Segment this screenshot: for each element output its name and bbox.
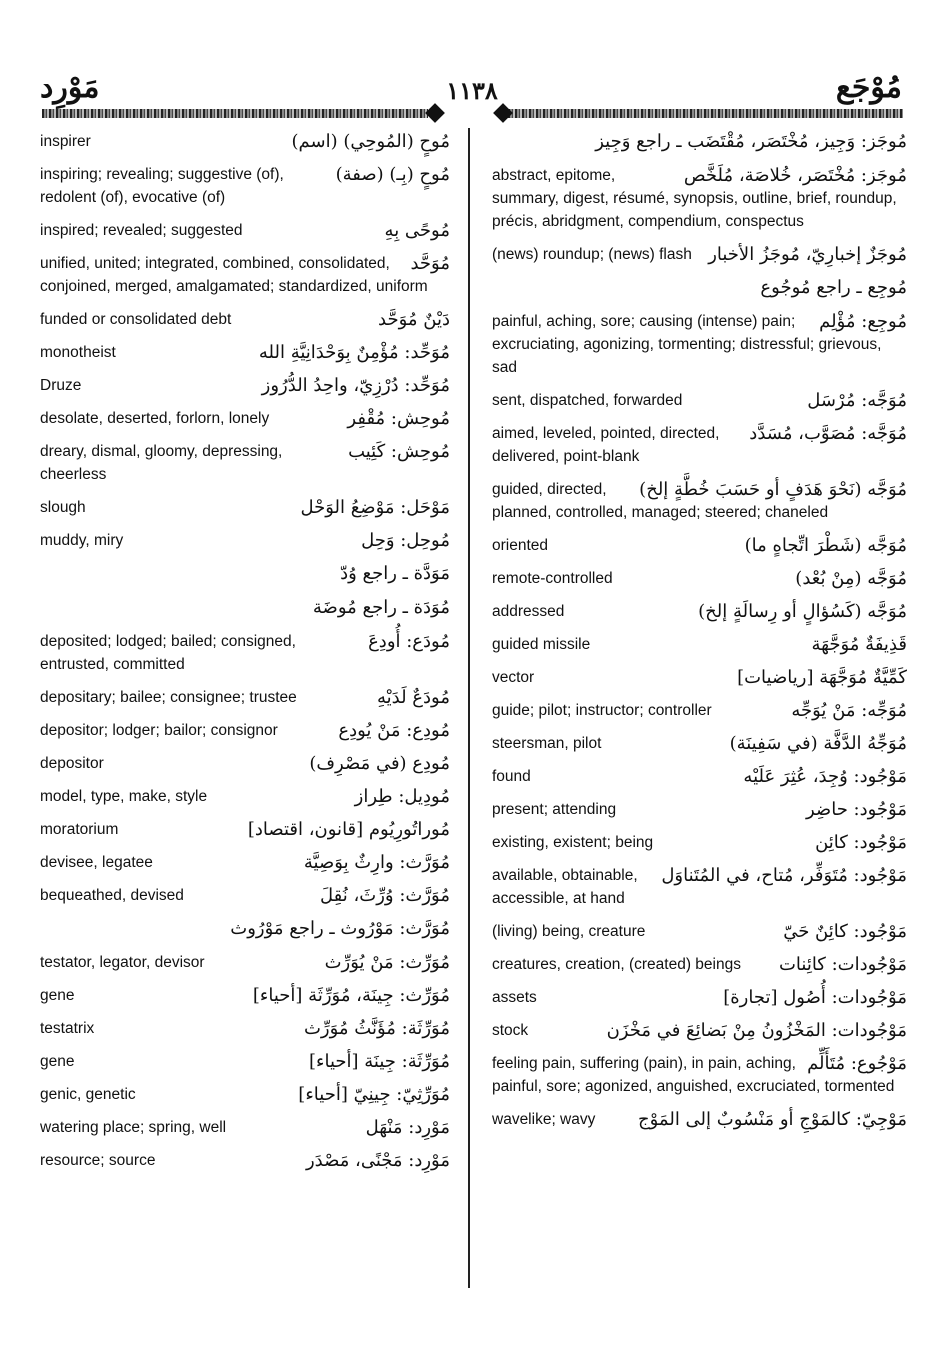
english-definition: depositor <box>40 755 104 772</box>
english-definition: (news) roundup; (news) flash <box>492 246 692 263</box>
english-definition: inspired; revealed; suggested <box>40 222 243 239</box>
dictionary-entry <box>492 310 907 379</box>
arabic-headword: مُوحٍ (بِـ) (صفة) <box>335 164 450 185</box>
english-definition: depositary; bailee; consignee; trustee <box>40 689 297 706</box>
english-definition: deposited; lodged; bailed; consigned, entrusted, committed <box>40 633 296 673</box>
english-definition: watering place; spring, well <box>40 1119 227 1136</box>
english-definition: inspirer <box>40 133 91 150</box>
english-definition: gene <box>40 987 75 1004</box>
dictionary-entry <box>40 951 450 974</box>
dictionary-entry <box>492 666 907 689</box>
arabic-headword: مَوْجُود: كائِن <box>815 832 907 853</box>
english-definition: assets <box>492 989 537 1006</box>
english-definition: depositor; lodger; bailor; consignor <box>40 722 278 739</box>
arabic-headword: مُوَجَّه (نَحْوَ هَدَفٍ أو حَسَبَ خُطَّةٍ إلخ) <box>639 479 907 500</box>
arabic-headword: مُوَحِّد: دُرْزِيّ، واحِدُ الدُّرُوز <box>261 375 450 396</box>
dictionary-entry <box>40 1116 450 1139</box>
page-number: ١١٣٨ <box>446 76 498 105</box>
arabic-headword: مُوَرَّث: وارِثٌ بِوَصِيَّة <box>303 852 450 873</box>
arabic-headword: مَوْجُود: كائِنٌ حَيّ <box>783 921 907 942</box>
arabic-headword: مُوجَزٌ إخبارِيّ، مُوجَزُ الأخبار <box>708 244 907 265</box>
dictionary-entry <box>40 596 450 620</box>
english-definition: model, type, make, style <box>40 788 208 805</box>
dictionary-entry <box>492 534 907 557</box>
english-definition: stock <box>492 1022 529 1039</box>
english-definition: sent, dispatched, forwarded <box>492 392 683 409</box>
english-definition: gene <box>40 1053 75 1070</box>
arabic-headword: مَوْجُوع: مُتَأَلِّم <box>807 1053 907 1074</box>
arabic-headword: مُوَجَّه: مُصَوَّب، مُسَدَّد <box>749 423 907 444</box>
english-definition: guided, directed, planned, controlled, managed; steered; chaneled <box>492 481 829 521</box>
arabic-headword: مَوْرِد: مَنْهَل <box>365 1117 450 1138</box>
dictionary-entry <box>40 1050 450 1073</box>
dictionary-entry <box>492 798 907 821</box>
arabic-headword: مُوَجِّهُ الدَّفَّة (في سَفِينَة) <box>729 733 907 754</box>
english-definition: abstract, epitome, summary, digest, résumé, synopsis, outline, brief, roundup, précis, abridgment, compendium, conspectus <box>492 167 897 230</box>
right-column <box>492 130 907 1141</box>
english-definition: resource; source <box>40 1152 156 1169</box>
dictionary-entry <box>492 243 907 266</box>
dictionary-entry <box>40 130 450 153</box>
dictionary-entry <box>492 567 907 590</box>
column-divider <box>468 128 470 1288</box>
arabic-headword: مَوْحَل: مَوْضِعُ الوَحْل <box>300 497 450 518</box>
english-definition: available, obtainable, accessible, at hand <box>492 867 638 907</box>
english-definition: guided missile <box>492 636 591 653</box>
arabic-headword: مَوْجِيّ: كالمَوْجِ أو مَنْسُوبٌ إلى المَوْج <box>638 1109 907 1130</box>
dictionary-entry <box>40 818 450 841</box>
arabic-headword: مَوْجُودات: أُصُول [تجارة] <box>723 987 907 1008</box>
arabic-headword: مُوَجَّه: مُرْسَل <box>807 390 907 411</box>
arabic-headword: مَوْرِد: مَجْنًى، مَصْدَر <box>305 1150 450 1171</box>
dictionary-entry <box>40 884 450 907</box>
arabic-headword: مُودَع: أُودِعَ <box>368 631 450 652</box>
english-definition: steersman, pilot <box>492 735 602 752</box>
english-definition: existing, existent; being <box>492 834 654 851</box>
dictionary-entry <box>40 529 450 552</box>
english-definition: inspiring; revealing; suggestive (of), redolent (of), evocative (of) <box>40 166 284 206</box>
arabic-headword: قَذِيفَةٌ مُوَجَّهَة <box>811 634 907 655</box>
english-definition: unified, united; integrated, combined, consolidated, conjoined, merged, amalgamated; standardized, uniform <box>40 255 428 295</box>
english-definition: moratorium <box>40 821 119 838</box>
english-definition: wavelike; wavy <box>492 1111 596 1128</box>
right-running-headword: مُوْجَع <box>835 70 902 105</box>
english-definition: oriented <box>492 537 549 554</box>
dictionary-entry <box>492 164 907 233</box>
arabic-headword: مُوَجَّه (كَسُؤالٍ أو رِسالَةٍ إلخ) <box>698 601 907 622</box>
dictionary-entry <box>40 630 450 676</box>
dictionary-entry <box>40 1017 450 1040</box>
arabic-headword: مُوحِش: مُقْفِر <box>347 408 450 429</box>
dictionary-entry <box>492 422 907 468</box>
dictionary-entry <box>492 276 907 300</box>
english-definition: found <box>492 768 531 785</box>
english-definition: testator, legator, devisor <box>40 954 205 971</box>
dictionary-entry <box>492 986 907 1009</box>
dictionary-entry <box>40 917 450 941</box>
english-definition: bequeathed, devised <box>40 887 184 904</box>
english-definition: vector <box>492 669 535 686</box>
arabic-headword: مُودَعٌ لَدَيْهِ <box>376 687 450 708</box>
english-definition: guide; pilot; instructor; controller <box>492 702 712 719</box>
left-column <box>40 130 450 1182</box>
arabic-headword: مُوحِش: كَئِيب <box>348 441 450 462</box>
arabic-headword: مُوَرِّثِيّ: جِينِيّ [أحياء] <box>298 1084 450 1105</box>
english-definition: painful, aching, sore; causing (intense) pain; excruciating, agonizing, tormenting; distressful; grievous, sad <box>492 313 882 376</box>
english-definition: dreary, dismal, gloomy, depressing, cheerless <box>40 443 283 483</box>
dictionary-entry <box>492 478 907 524</box>
dictionary-entry <box>492 864 907 910</box>
arabic-headword: مُوراتُورِيُوم [قانون، اقتصاد] <box>247 819 450 840</box>
dictionary-entry <box>40 341 450 364</box>
dictionary-entry <box>492 765 907 788</box>
dictionary-entry <box>40 686 450 709</box>
header-rule-right <box>508 109 903 118</box>
dictionary-entry <box>492 1019 907 1042</box>
arabic-headword: مَوْجُودات: المَخْزُونُ مِنْ بَضائِعَ في مَخْزَن <box>606 1020 907 1041</box>
arabic-headword: مُوَجِّه: مَنْ يُوَجِّه <box>791 700 907 721</box>
arabic-headword: مُوجِع: مُؤْلِم <box>819 311 907 332</box>
english-definition: genic, genetic <box>40 1086 136 1103</box>
dictionary-entry <box>40 163 450 209</box>
english-definition: slough <box>40 499 86 516</box>
dictionary-entry <box>492 699 907 722</box>
english-definition: remote-controlled <box>492 570 613 587</box>
dictionary-entry <box>492 633 907 656</box>
dictionary-entry <box>40 496 450 519</box>
dictionary-entry <box>40 1149 450 1172</box>
english-definition: muddy, miry <box>40 532 124 549</box>
arabic-headword: مُوَرِّث: مَنْ يُوَرِّث <box>324 952 450 973</box>
dictionary-entry <box>492 130 907 154</box>
arabic-headword: مُوَجَّه (مِنْ بُعْد) <box>795 568 907 589</box>
arabic-headword: مَوْجُود: حاضِر <box>806 799 907 820</box>
dictionary-entry <box>40 719 450 742</box>
left-running-headword: مَوْرِد <box>40 70 100 105</box>
english-definition: addressed <box>492 603 565 620</box>
arabic-headword: دَيْنٌ مُوَحَّد <box>378 309 450 330</box>
arabic-headword: مُوَجَّه (شَطْرَ اتِّجاهٍ ما) <box>744 535 907 556</box>
english-definition: feeling pain, suffering (pain), in pain, aching, painful, sore; agonized, anguished, excruciated, tormented <box>492 1055 895 1095</box>
arabic-headword: مُوَرِّث: جِينَة، مُوَرِّثَة [أحياء] <box>252 985 450 1006</box>
arabic-headword: مَوَدَّة ـ راجع وُدّ <box>340 563 450 584</box>
dictionary-entry <box>40 407 450 430</box>
english-definition: aimed, leveled, pointed, directed, delivered, point-blank <box>492 425 720 465</box>
dictionary-entry <box>40 1083 450 1106</box>
dictionary-entry <box>492 732 907 755</box>
arabic-headword: مُودِيل: طِراز <box>354 786 450 807</box>
arabic-headword: مُوَحِّد: مُؤْمِنٌ بِوَحْدَانِيَّةِ الله <box>258 342 450 363</box>
english-definition: present; attending <box>492 801 617 818</box>
dictionary-entry <box>40 219 450 242</box>
arabic-headword: مُوَرَّث: وُرِّثَ، نُقِلَ <box>320 885 450 906</box>
arabic-headword: مُوَرِّثَة: جِينَة [أحياء] <box>309 1051 450 1072</box>
arabic-headword: مُودِع: مَنْ يُودِع <box>338 720 450 741</box>
dictionary-entry <box>40 752 450 775</box>
dictionary-entry <box>492 920 907 943</box>
english-definition: creatures, creation, (created) beings <box>492 956 741 973</box>
dictionary-entry <box>40 252 450 298</box>
arabic-headword: مُوجَز: مُخْتَصَر، خُلاصَة، مُلَخَّص <box>683 165 907 186</box>
arabic-headword: مُوجَز: وَجِيز، مُخْتَصَر، مُقْتَضَب ـ راجع وَجِيز <box>595 131 907 152</box>
arabic-headword: مُوحًى بِهِ <box>384 220 450 241</box>
arabic-headword: مَوْجُود: وُجِدَ، عُثِرَ عَلَيْه <box>743 766 907 787</box>
header-rule-left <box>42 109 428 118</box>
english-definition: monotheist <box>40 344 116 361</box>
arabic-headword: مُودِع (في مَصْرِف) <box>309 753 450 774</box>
english-definition: funded or consolidated debt <box>40 311 232 328</box>
dictionary-entry <box>40 308 450 331</box>
dictionary-entry <box>492 1052 907 1098</box>
dictionary-entry <box>492 953 907 976</box>
arabic-headword: مُوَدَة ـ راجع مُوضَة <box>312 597 450 618</box>
dictionary-entry <box>40 374 450 397</box>
english-definition: testatrix <box>40 1020 95 1037</box>
dictionary-entry <box>492 831 907 854</box>
english-definition: Druze <box>40 377 82 394</box>
arabic-headword: مُوحٍ (المُوحِي) (اسم) <box>291 131 450 152</box>
english-definition: devisee, legatee <box>40 854 153 871</box>
arabic-headword: مُوَحَّد <box>410 253 450 274</box>
arabic-headword: مُوَرَّث: مَوْرُوث ـ راجع مَوْرُوث <box>230 918 450 939</box>
dictionary-entry <box>40 851 450 874</box>
dictionary-entry <box>40 440 450 486</box>
arabic-headword: مَوْجُود: مُتَوَفِّر، مُتاح، في المُتَناوَل <box>661 865 907 886</box>
dictionary-entry <box>40 562 450 586</box>
dictionary-entry <box>492 389 907 412</box>
arabic-headword: كَمِّيَّةٌ مُوَجَّهَة [رياضيات] <box>737 667 907 688</box>
dictionary-entry <box>492 600 907 623</box>
dictionary-entry <box>492 1108 907 1131</box>
english-definition: desolate, deserted, forlorn, lonely <box>40 410 270 427</box>
arabic-headword: مَوْجُودات: كائِنات <box>778 954 907 975</box>
arabic-headword: مُوحِل: وَحِل <box>361 530 450 551</box>
dictionary-entry <box>40 984 450 1007</box>
english-definition: (living) being, creature <box>492 923 646 940</box>
dictionary-entry <box>40 785 450 808</box>
arabic-headword: مُوجِع ـ راجع مُوجُوع <box>760 277 907 298</box>
arabic-headword: مُوَرِّثَة: مُؤَنَّثُ مُوَرِّث <box>303 1018 450 1039</box>
